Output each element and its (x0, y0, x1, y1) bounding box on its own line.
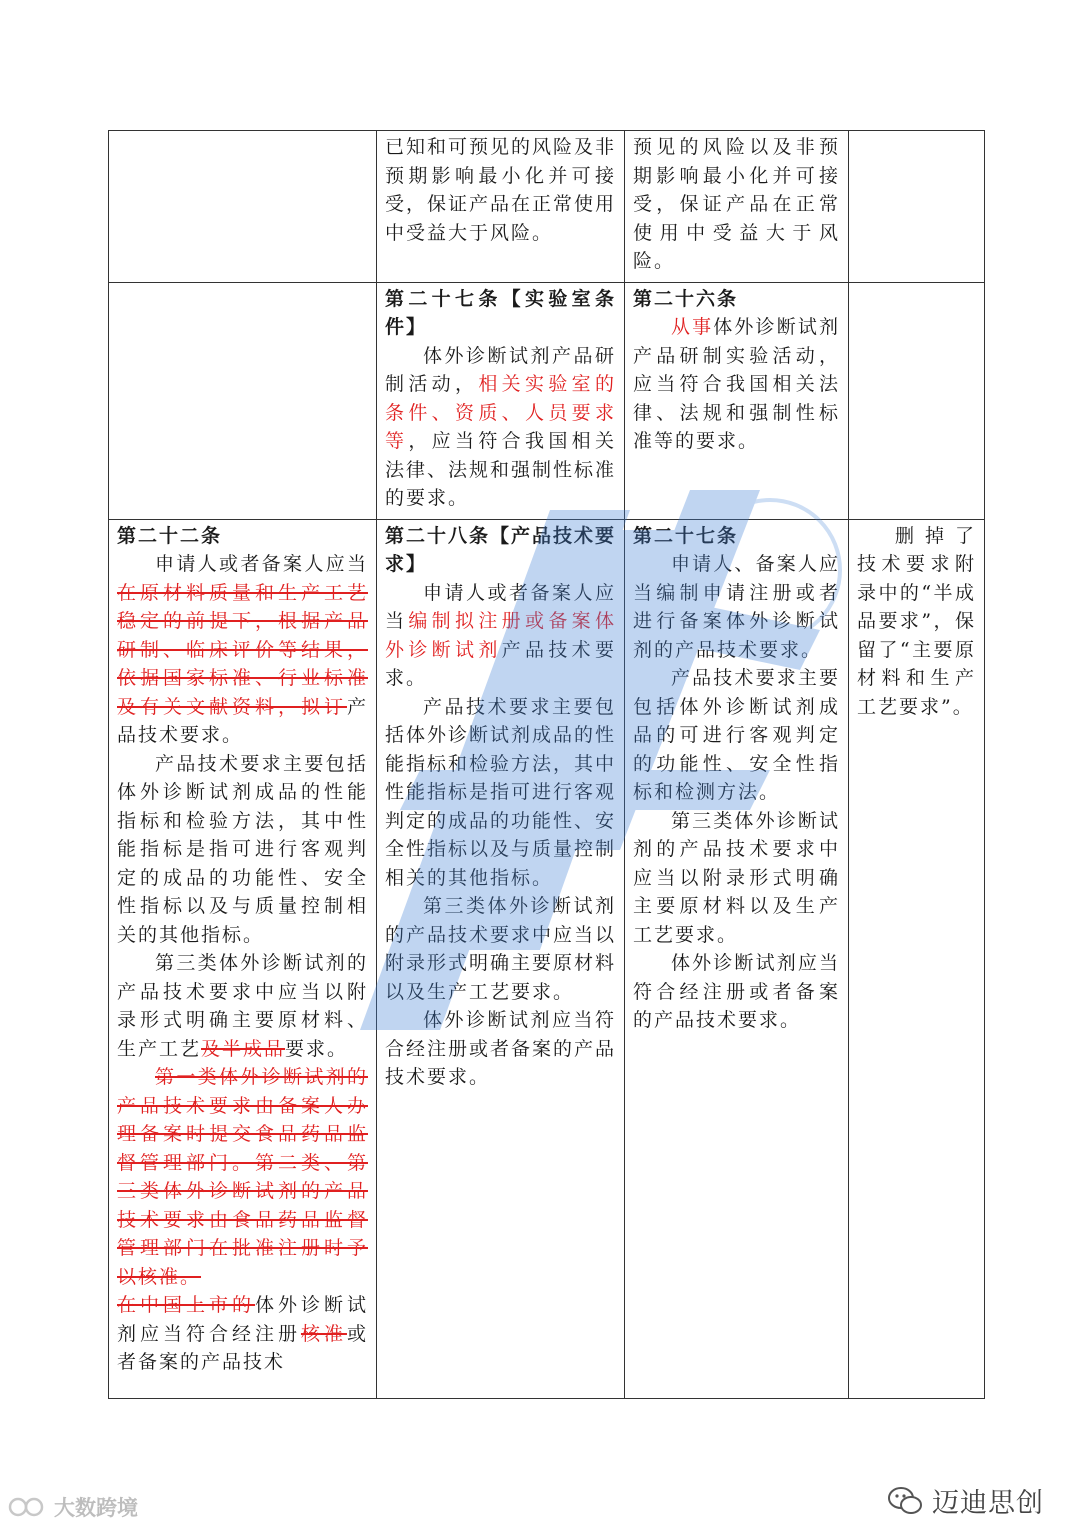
article-22-para1-end: 产品技术要求。 (117, 695, 368, 746)
brand-watermark (888, 1481, 1044, 1520)
article-26-added-text: 从事 (671, 316, 714, 338)
article-27-added-text: 相关实验室的条件、资质、人员要求等 (385, 373, 616, 452)
article-28-para1 (385, 579, 616, 693)
article-22-para1 (117, 550, 368, 750)
article-27b-para2: 产品技术要求主要包括体外诊断试剂成品的可进行客观判定的功能性、安全性指标和检测方法。 (633, 667, 840, 803)
article-22-para2: 产品技术要求主要包括体外诊断试剂成品的性能指标和检验方法，其中性能指标是指可进行客观判定的成品的功能性、安全性指标以及与质量控制相关的其他指标。 (117, 752, 368, 946)
article-28-para4: 体外诊断试剂应当符合经注册或者备案的产品技术要求。 (385, 1009, 617, 1088)
article-22-para3-text: 第三类体外诊断试剂的产品技术要求中应当以附录形式明确主要原材料、生产工艺 (117, 952, 368, 1060)
article-27-text-a: 体外诊断试剂产品研制活动， (385, 344, 616, 395)
row1-final-cell (625, 131, 849, 283)
article-22-para4-deleted-text: 第一类体外诊断试剂的产品技术要求由备案人办理备案时提交食品药品监督管理部门。第二类、第三类体外诊断试剂的产品技术要求由食品药品监督管理部门在批准注册时予以核准。 (117, 1066, 368, 1288)
article-27-text-c: ，应当符合我国相关法律、法规和强制性标准的要求。 (385, 430, 617, 509)
comparison-table (108, 130, 985, 1399)
row1-draft-text: 已知和可预见的风险及非预期影响最小化并可接受，保证产品在正常使用中受益大于风险。 (385, 136, 617, 244)
article-26-text: 体外诊断试剂产品研制实验活动，应当符合我国相关法律、法规和强制性标准等的要求。 (633, 316, 840, 452)
row1-final-text: 预见的风险以及非预期影响最小化并可接受，保证产品在正常使用中受益大于风险。 (633, 136, 840, 272)
article-28-para1-text: 申请人或者备案人应当 (385, 581, 616, 632)
article-22-para1-text: 申请人或者备案人应当 (155, 553, 368, 575)
row3-note-cell (849, 519, 985, 1398)
article-22-para3 (117, 949, 368, 1063)
article-27b-para1: 申请人、备案人应当编制申请注册或者进行备案体外诊断试剂的产品技术要求。 (633, 553, 840, 661)
corner-logo-icon (8, 1495, 48, 1519)
row3-draft-cell (377, 519, 625, 1398)
article-22-title: 第二十二条 (117, 524, 223, 547)
row3-final-cell (625, 519, 849, 1398)
table-row (109, 131, 985, 283)
article-27-body (385, 342, 616, 513)
row1-note-cell (849, 131, 985, 283)
article-22-para4-deleted (117, 1063, 368, 1291)
article-26-title: 第二十六条 (633, 287, 739, 310)
article-22-deleted-text: 在原材料质量和生产工艺稳定的前提下，根据产品研制、临床评价等结果，依据国家标准、行业标准及有关文献资料，拟订 (117, 581, 368, 718)
article-27b-title: 第二十七条 (633, 524, 739, 547)
row3-old-cell (109, 519, 377, 1398)
article-27-title: 第二十七条【实验室条件】 (385, 287, 616, 338)
article-22-para5-deleted: 在中国上市的 (117, 1294, 255, 1316)
wechat-icon (888, 1486, 922, 1516)
change-note: 删掉了技术要求附录中的“半成品要求”，保留了“主要原材料和生产工艺要求”。 (857, 524, 976, 718)
article-22-para5 (117, 1291, 368, 1377)
corner-label: 大数跨境 (54, 1496, 138, 1520)
row2-note-cell (849, 282, 985, 519)
article-27b-para3: 第三类体外诊断试剂的产品技术要求中应当以附录形式明确主要原材料以及生产工艺要求。 (633, 809, 840, 946)
article-22-para5-deleted2: 核准 (300, 1322, 347, 1345)
article-28-para3: 第三类体外诊断试剂的产品技术要求中应当以附录形式明确主要原材料以及生产工艺要求。 (385, 895, 617, 1003)
article-28-added-text: 编制拟注册或备案体外诊断试剂 (385, 610, 616, 661)
brand-name: 迈迪思创 (932, 1488, 1044, 1519)
row2-final-cell (625, 282, 849, 519)
article-28-para1-end: 产品技术要求。 (385, 638, 616, 689)
article-22-para3-deleted: 及半成品 (201, 1037, 286, 1060)
table-row (109, 282, 985, 519)
article-27b-para4: 体外诊断试剂应当符合经注册或者备案的产品技术要求。 (633, 952, 840, 1031)
article-26-body (633, 313, 840, 456)
article-28-title: 第二十八条【产品技术要求】 (385, 524, 617, 575)
corner-watermark (8, 1492, 138, 1522)
row1-draft-cell (377, 131, 625, 283)
article-22-para5-text: 体外诊断试剂应当符合经注册 (117, 1294, 368, 1345)
article-22-para5-end: 或者备案的产品技术 (117, 1322, 368, 1373)
article-22-para3-end: 要求。 (285, 1037, 349, 1060)
row2-draft-cell (377, 282, 625, 519)
row2-old-cell (109, 282, 377, 519)
row1-old-cell (109, 131, 377, 283)
article-28-para2: 产品技术要求主要包括体外诊断试剂成品的性能指标和检验方法，其中性能指标是指可进行客观判定的成品的功能性、安全性指标以及与质量控制相关的其他指标。 (385, 695, 617, 889)
table-row (109, 519, 985, 1398)
